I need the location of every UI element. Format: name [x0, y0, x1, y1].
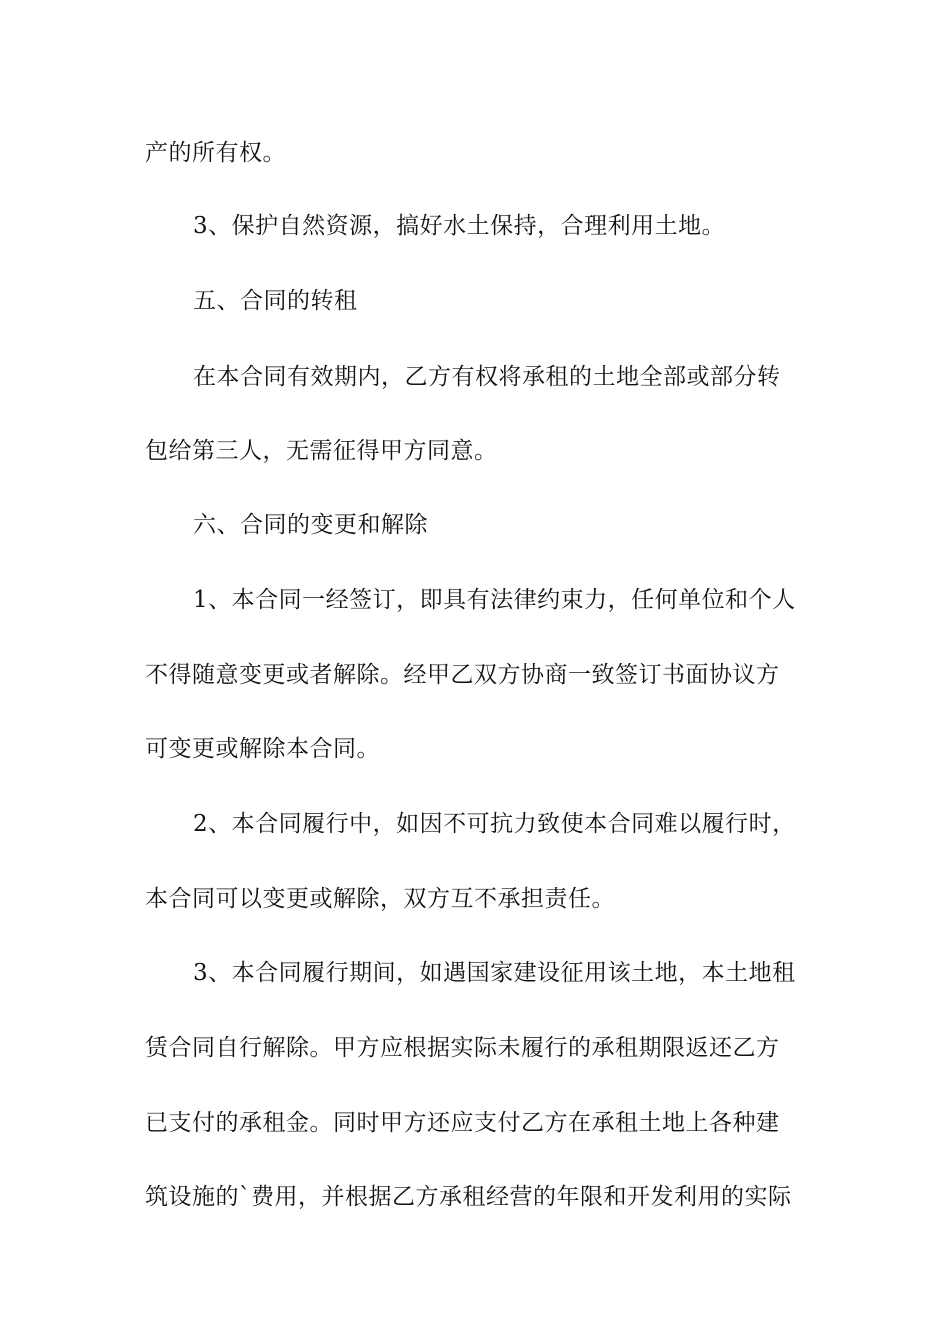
text-line: 3、本合同履行期间，如遇国家建设征用该土地，本土地租 — [193, 960, 796, 986]
text-line: 包给第三人，无需征得甲方同意。 — [145, 438, 498, 464]
text-line: 不得随意变更或者解除。经甲乙双方协商一致签订书面协议方 — [145, 662, 780, 688]
text-line: 本合同可以变更或解除，双方互不承担责任。 — [145, 886, 615, 912]
text-line: 在本合同有效期内，乙方有权将承租的土地全部或部分转 — [193, 364, 781, 390]
text-line: 可变更或解除本合同。 — [145, 736, 380, 762]
text-line: 3、保护自然资源，搞好水土保持，合理利用土地。 — [193, 213, 726, 239]
text-line: 2、本合同履行中，如因不可抗力致使本合同难以履行时， — [193, 811, 796, 837]
text-line: 筑设施的`费用，并根据乙方承租经营的年限和开发利用的实际 — [145, 1184, 792, 1210]
section-heading: 六、合同的变更和解除 — [193, 512, 428, 538]
text-line: 产的所有权。 — [145, 140, 286, 166]
text-line: 已支付的承租金。同时甲方还应支付乙方在承租土地上各种建 — [145, 1110, 780, 1136]
text-line: 赁合同自行解除。甲方应根据实际未履行的承租期限返还乙方 — [145, 1035, 780, 1061]
text-line: 1、本合同一经签订，即具有法律约束力，任何单位和个人 — [193, 587, 796, 613]
section-heading: 五、合同的转租 — [193, 288, 358, 314]
